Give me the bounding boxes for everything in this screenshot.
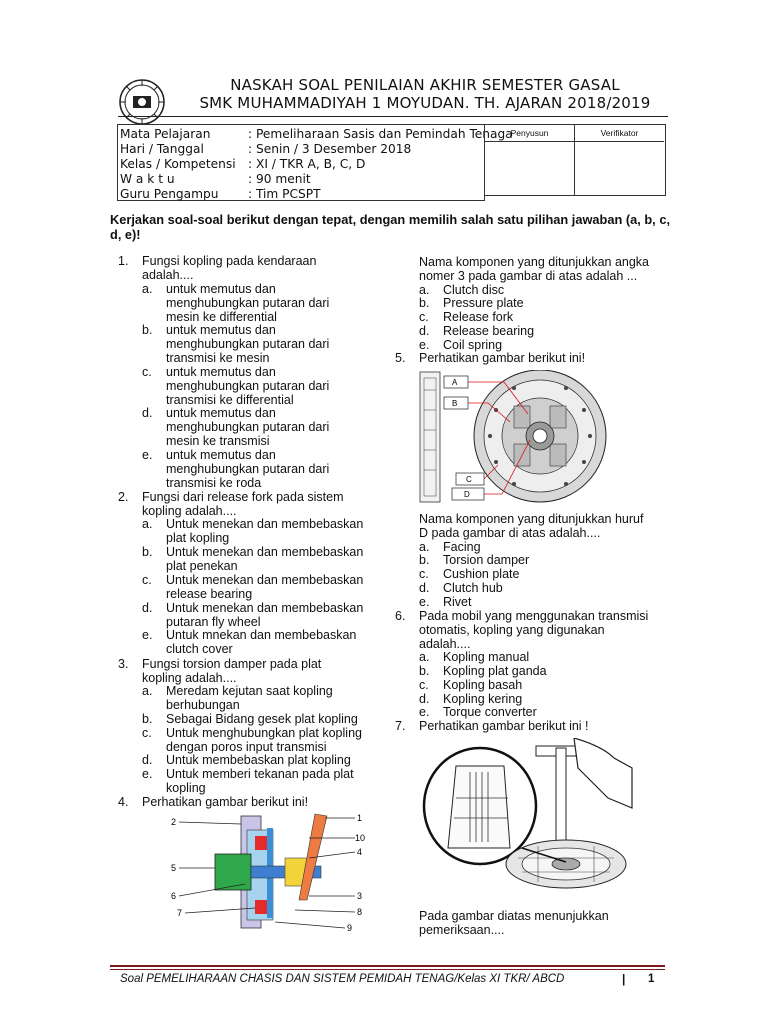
option-text: [166, 574, 363, 602]
question-line: Perhatikan gambar berikut ini !: [419, 719, 589, 733]
option-line: menghubungkan putaran dari: [166, 295, 330, 310]
option-letter: c.: [419, 567, 429, 581]
option-letter: b.: [419, 553, 430, 567]
option-letter: d.: [142, 601, 153, 615]
info-value: : Tim PCSPT: [248, 187, 321, 201]
option-text: [166, 407, 329, 448]
option-letter: b.: [142, 712, 153, 726]
option-letter: c.: [419, 678, 429, 692]
option-letter: d.: [419, 324, 430, 338]
option-letter: b.: [419, 664, 430, 678]
option-text: [166, 713, 358, 727]
option-letter: e.: [419, 705, 430, 719]
option-letter: e.: [142, 628, 153, 642]
option-line: transmisi ke mesin: [166, 350, 270, 365]
option-letter: d.: [142, 406, 153, 420]
option-line: Untuk menekan dan membebaskan: [166, 601, 364, 615]
question-number: 2.: [118, 490, 129, 504]
info-value: : Pemeliharaan Sasis dan Pemindah Tenaga: [248, 127, 513, 141]
exam-title-line2: SMK MUHAMMADIYAH 1 MOYUDAN. TH. AJARAN 2018/2019: [199, 94, 651, 112]
question-line: Fungsi torsion damper pada plat: [142, 657, 322, 671]
question-number: 3.: [118, 657, 129, 671]
footer-rule: [110, 965, 665, 967]
caliper-measurement-figure: [418, 738, 633, 903]
option-text: [166, 768, 354, 796]
figure-label: C: [466, 475, 472, 484]
option-line: plat kopling: [166, 530, 230, 545]
option-letter: b.: [142, 545, 153, 559]
question-line: Perhatikan gambar berikut ini!: [142, 795, 309, 809]
question-text: [419, 610, 648, 651]
info-key: Mata Pelajaran: [120, 127, 211, 141]
question-4-part-b: [419, 256, 649, 284]
option-text: Rivet: [443, 595, 472, 609]
option-line: menghubungkan putaran dari: [166, 336, 330, 351]
option-letter: e.: [419, 338, 430, 352]
option-letter: a.: [419, 540, 430, 554]
question-text: [142, 658, 321, 686]
option-line: transmisi ke differential: [166, 392, 294, 407]
question-text: [142, 255, 316, 283]
option-line: mesin ke differential: [166, 309, 277, 324]
clutch-disc-figure: [418, 370, 608, 505]
option-line: Untuk membebaskan plat kopling: [166, 753, 351, 767]
option-text: Release bearing: [443, 324, 535, 338]
option-line: transmisi ke roda: [166, 475, 262, 490]
option-letter: e.: [142, 448, 153, 462]
info-row: [120, 142, 513, 157]
option-line: plat penekan: [166, 558, 238, 573]
question-line: Pada gambar diatas menunjukkan: [419, 909, 609, 923]
option-text: Release fork: [443, 310, 514, 324]
option-letter: c.: [142, 726, 152, 740]
option-text: Torsion damper: [443, 553, 530, 567]
option-text: [166, 366, 329, 407]
option-text: [166, 754, 351, 768]
info-key: Guru Pengampu: [120, 187, 219, 201]
exam-title-line1: NASKAH SOAL PENILAIAN AKHIR SEMESTER GASAL: [230, 76, 620, 94]
option-letter: e.: [142, 767, 153, 781]
question-line: Nama komponen yang ditunjukkan angka: [419, 255, 650, 269]
option-line: mesin ke transmisi: [166, 433, 270, 448]
signature-table: [484, 124, 666, 196]
question-text: [419, 352, 585, 366]
info-value: : XI / TKR A, B, C, D: [248, 157, 366, 171]
page-number: 1: [648, 973, 655, 985]
question-number: 5.: [395, 351, 406, 365]
option-text: Kopling basah: [443, 678, 523, 692]
option-text: [166, 283, 329, 324]
option-letter: b.: [142, 323, 153, 337]
info-row: [120, 127, 513, 142]
option-line: Meredam kejutan saat kopling: [166, 684, 333, 698]
figure-label: 5: [171, 863, 177, 873]
option-letter: d.: [142, 753, 153, 767]
option-text: Coil spring: [443, 338, 503, 352]
option-text: [166, 629, 356, 657]
figure-label: 2: [171, 817, 177, 827]
figure-label: 8: [357, 907, 363, 917]
info-value: : Senin / 3 Desember 2018: [248, 142, 412, 156]
option-letter: e.: [419, 595, 430, 609]
option-line: kopling: [166, 780, 206, 795]
question-text: [142, 796, 308, 810]
option-line: Sebagai Bidang gesek plat kopling: [166, 712, 358, 726]
figure-label: D: [464, 490, 470, 499]
option-line: Untuk memberi tekanan pada plat: [166, 767, 354, 781]
question-number: 7.: [395, 719, 406, 733]
exam-title: [170, 76, 680, 112]
info-key: Hari / Tanggal: [120, 142, 204, 156]
option-line: Untuk menghubungkan plat kopling: [166, 726, 362, 740]
option-line: putaran fly wheel: [166, 614, 261, 629]
figure-label: 10: [355, 833, 366, 843]
instruction: Kerjakan soal-soal berikut dengan tepat, dengan memilih salah satu pilihan jawaban (a, b, c, d, e)!: [110, 212, 670, 242]
question-5-part-b: [419, 513, 643, 541]
option-line: untuk memutus dan: [166, 406, 276, 420]
figure-label: A: [452, 378, 458, 387]
info-key: W a k t u: [120, 172, 175, 186]
option-letter: c.: [142, 573, 152, 587]
option-text: Cushion plate: [443, 567, 520, 581]
option-line: Untuk menekan dan membebaskan: [166, 545, 364, 559]
question-line: kopling adalah....: [142, 670, 237, 685]
signature-header: Penyusun: [485, 125, 574, 142]
option-letter: c.: [419, 310, 429, 324]
info-value: : 90 menit: [248, 172, 311, 186]
exam-info: [120, 127, 513, 202]
question-line: kopling adalah....: [142, 503, 237, 518]
header-divider: [118, 116, 668, 117]
option-text: [166, 449, 329, 490]
figure-label: 4: [357, 847, 363, 857]
question-line: otomatis, kopling yang digunakan: [419, 622, 605, 637]
question-line: Nama komponen yang ditunjukkan huruf: [419, 512, 644, 526]
question-line: adalah....: [419, 636, 471, 651]
option-line: Untuk menekan dan membebaskan: [166, 573, 364, 587]
option-text: [166, 518, 363, 546]
footer-separator: |: [622, 972, 626, 986]
question-7-part-b: [419, 910, 609, 938]
school-logo: [118, 78, 166, 126]
question-line: pemeriksaan....: [419, 922, 505, 937]
figure-label: 1: [357, 813, 363, 823]
option-text: Kopling plat ganda: [443, 664, 547, 678]
option-line: berhubungan: [166, 697, 240, 712]
option-text: Kopling kering: [443, 692, 523, 706]
option-text: [166, 546, 363, 574]
option-text: [166, 727, 362, 755]
figure-label: B: [452, 399, 458, 408]
question-text: [142, 491, 343, 519]
option-letter: a.: [419, 283, 430, 297]
option-text: Clutch disc: [443, 283, 505, 297]
option-text: [166, 324, 329, 365]
option-line: menghubungkan putaran dari: [166, 461, 330, 476]
question-line: Pada mobil yang menggunakan transmisi: [419, 609, 649, 623]
figure-label: 9: [347, 923, 353, 933]
option-text: [166, 602, 363, 630]
signature-header: Verifikator: [575, 125, 664, 142]
option-letter: b.: [419, 296, 430, 310]
option-letter: d.: [419, 692, 430, 706]
option-line: Untuk mnekan dan membebaskan: [166, 628, 357, 642]
option-letter: c.: [142, 365, 152, 379]
option-line: clutch cover: [166, 641, 233, 656]
question-line: adalah....: [142, 267, 194, 282]
option-line: menghubungkan putaran dari: [166, 419, 330, 434]
option-letter: a.: [142, 282, 153, 296]
footer-rule-thin: [110, 969, 665, 970]
option-line: untuk memutus dan: [166, 323, 276, 337]
option-line: release bearing: [166, 586, 253, 601]
signature-col-verifikator: [575, 125, 664, 195]
option-letter: a.: [142, 517, 153, 531]
question-text: [419, 720, 589, 734]
option-text: Torque converter: [443, 705, 537, 719]
question-line: Fungsi dari release fork pada sistem: [142, 490, 344, 504]
info-row: [120, 157, 513, 172]
option-text: Kopling manual: [443, 650, 530, 664]
option-letter: a.: [419, 650, 430, 664]
info-row: [120, 187, 513, 202]
option-letter: d.: [419, 581, 430, 595]
question-line: Perhatikan gambar berikut ini!: [419, 351, 586, 365]
figure-label: 3: [357, 891, 363, 901]
footer-text: Soal PEMELIHARAAN CHASIS DAN SISTEM PEMIDAH TENAG/Kelas XI TKR/ ABCD: [120, 973, 565, 985]
option-line: dengan poros input transmisi: [166, 739, 327, 754]
option-line: untuk memutus dan: [166, 448, 276, 462]
option-text: Facing: [443, 540, 481, 554]
question-number: 4.: [118, 795, 129, 809]
option-line: Untuk menekan dan membebaskan: [166, 517, 364, 531]
option-line: untuk memutus dan: [166, 365, 276, 379]
question-number: 1.: [118, 254, 129, 268]
option-text: Clutch hub: [443, 581, 503, 595]
figure-label: 6: [171, 891, 177, 901]
question-line: Fungsi kopling pada kendaraan: [142, 254, 317, 268]
clutch-cross-section-figure: [165, 810, 375, 935]
question-line: nomer 3 pada gambar di atas adalah ...: [419, 268, 638, 283]
option-line: menghubungkan putaran dari: [166, 378, 330, 393]
question-number: 6.: [395, 609, 406, 623]
option-letter: a.: [142, 684, 153, 698]
option-line: untuk memutus dan: [166, 282, 276, 296]
option-text: Pressure plate: [443, 296, 524, 310]
info-key: Kelas / Kompetensi: [120, 157, 236, 171]
question-line: D pada gambar di atas adalah....: [419, 525, 601, 540]
figure-label: 7: [177, 908, 183, 918]
info-row: [120, 172, 513, 187]
signature-col-penyusun: [485, 125, 575, 195]
option-text: [166, 685, 333, 713]
